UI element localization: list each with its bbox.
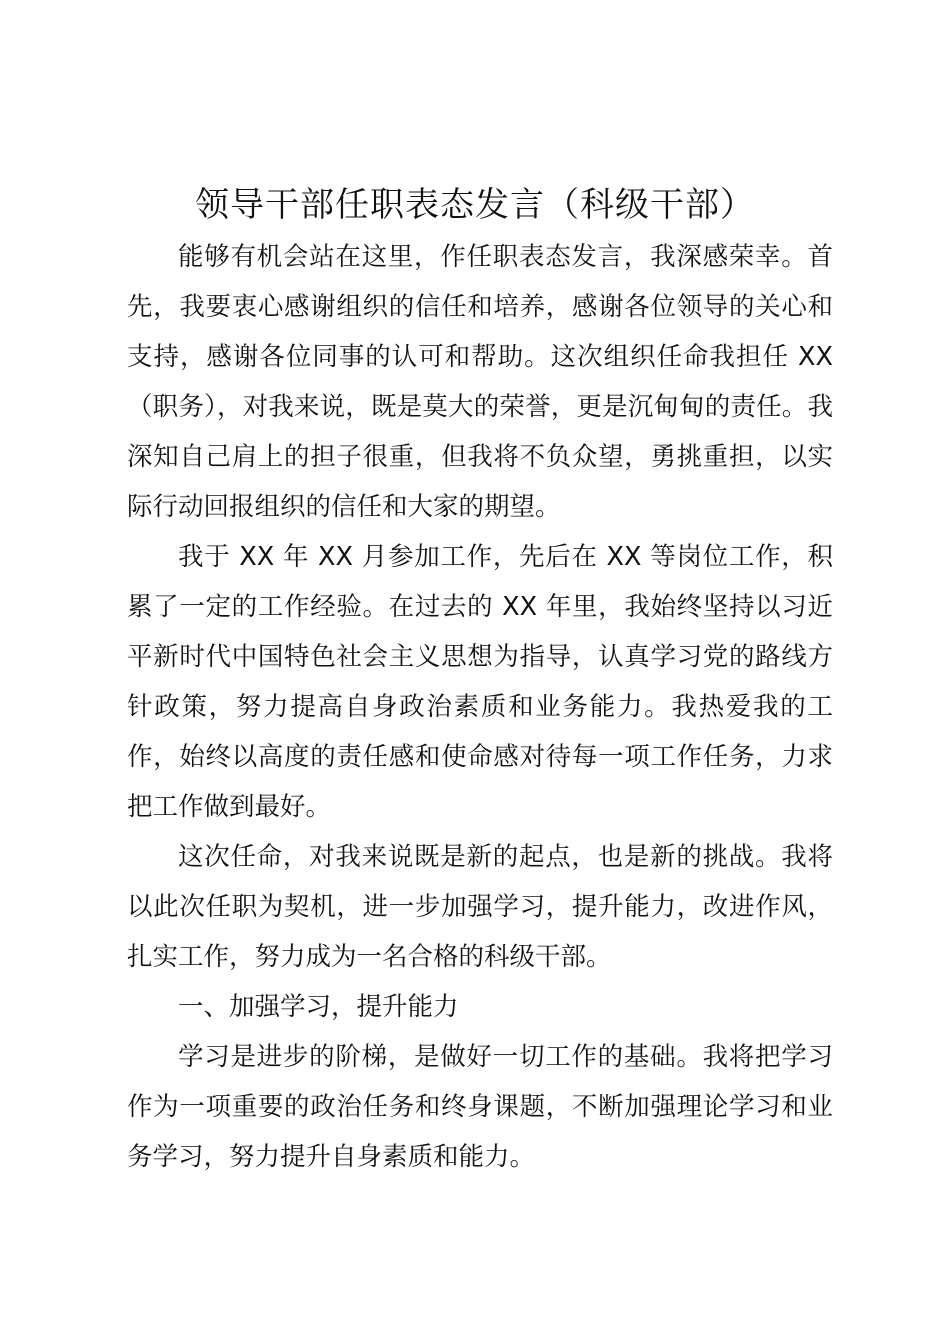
section-heading: 一、加强学习，提升能力 [178, 992, 459, 1022]
paragraph-3: 这次任命，对我来说既是新的起点，也是新的挑战。我将以此次任职为契机，进一步加强学习，提升能力，改进作风，扎实工作，努力成为一名合格的科级干部。 [127, 842, 833, 972]
document-title: 领导干部任职表态发言（科级干部） [195, 185, 755, 225]
section-paragraph: 学习是进步的阶梯，是做好一切工作的基础。我将把学习作为一项重要的政治任务和终身课题，不断加强理论学习和业务学习，努力提升自身素质和能力。 [127, 1042, 833, 1172]
paragraph-2: 我于 XX 年 XX 月参加工作，先后在 XX 等岗位工作，积累了一定的工作经验。在过去的 XX 年里，我始终坚持以习近平新时代中国特色社会主义思想为指导，认真学习党的路线方针政策，努力提高自身政治素质和业务能力。我热爱我的工作，始终以高度的责任感和使命感对待每一项工作任务，力求把工作做到最好。 [127, 542, 833, 822]
paragraph-1: 能够有机会站在这里，作任职表态发言，我深感荣幸。首先，我要衷心感谢组织的信任和培养，感谢各位领导的关心和支持，感谢各位同事的认可和帮助。这次组织任命我担任 XX（职务），对我来说，既是莫大的荣誉，更是沉甸甸的责任。我深知自己肩上的担子很重，但我将不负众望，勇挑重担，以实际行动回报组织的信任和大家的期望。 [127, 242, 833, 522]
document-body [127, 232, 833, 1182]
